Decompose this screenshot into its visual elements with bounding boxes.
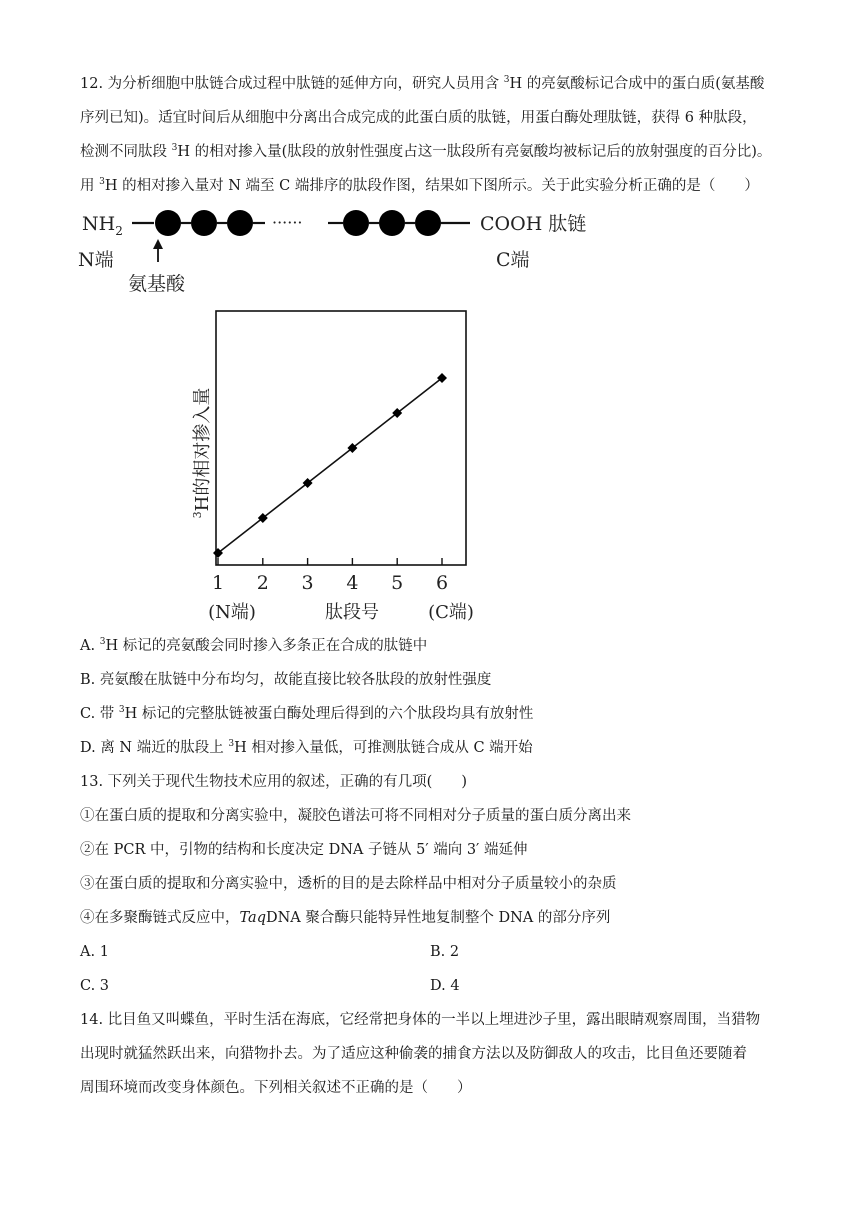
x-axis-label: 肽段号 — [325, 602, 379, 623]
n-end-label: N端 — [78, 249, 114, 271]
q14-line-1: 14. 比目鱼又叫蝶鱼，平时生活在海底，它经常把身体的一半以上埋进沙子里，露出眼睛观察周围，当猎物 — [80, 1012, 761, 1028]
q12-option-c[interactable]: C. 带 $^3$H 标记的完整肽链被蛋白酶处理后得到的六个肽段均具有放射性 — [80, 705, 534, 722]
q13-item-1: ①在蛋白质的提取和分离实验中，凝胶色谱法可将不同相对分子质量的蛋白质分离出来 — [80, 808, 631, 824]
q12-line-3: 检测不同肽段 $^3$H 的相对掺入量(肽段的放射性强度占这一肽段所有亮氨酸均被标记后的放射强度的百分比)。 — [80, 143, 772, 160]
incorporation-chart — [160, 305, 500, 635]
q12-option-b[interactable]: B. 亮氨酸在肽链中分布均匀，故能直接比较各肽段的放射性强度 — [80, 672, 492, 688]
q13-option-a[interactable]: A. 1 — [80, 944, 109, 960]
series-line — [218, 378, 442, 553]
q12-option-a[interactable]: A. $^3$H 标记的亮氨酸会同时掺入多条正在合成的肽链中 — [80, 637, 428, 654]
q12-line-1: 12. 为分析细胞中肽链合成过程中肽链的延伸方向，研究人员用含 $^3$H 的亮氨酸标记合成中的蛋白质(氨基酸 — [80, 75, 765, 92]
q13-option-c[interactable]: C. 3 — [80, 978, 110, 994]
q13-option-b[interactable]: B. 2 — [430, 944, 460, 960]
chart-frame — [216, 311, 466, 565]
amino-acid-ball — [379, 210, 405, 236]
amino-acid-ball — [343, 210, 369, 236]
q14-line-3: 周围环境而改变身体颜色。下列相关叙述不正确的是（ ） — [80, 1080, 472, 1096]
amino-acid-label: 氨基酸 — [128, 273, 186, 295]
q13-item-3: ③在蛋白质的提取和分离实验中，透析的目的是去除样品中相对分子质量较小的杂质 — [80, 876, 617, 892]
c-end-label: C端 — [496, 249, 530, 271]
amino-acid-ball — [191, 210, 217, 236]
q13-item-4: ④在多聚酶链式反应中，TaqDNA 聚合酶只能特异性地复制整个 DNA 的部分序列 — [80, 910, 611, 926]
c-end-axis-label: (C端) — [428, 602, 474, 623]
amino-acid-ball — [415, 210, 441, 236]
q12-line-4: 用 $^3$H 的相对掺入量对 N 端至 C 端排序的肽段作图，结果如下图所示。关于此实验分析正确的是（ ） — [80, 177, 759, 194]
q14-line-2: 出现时就猛然跃出来，向猎物扑去。为了适应这种偷袭的捕食方法以及防御敌人的攻击，比目鱼还要随着 — [80, 1046, 747, 1062]
q13-option-d[interactable]: D. 4 — [430, 978, 460, 994]
x-tick-label: 2 — [256, 572, 269, 594]
x-tick-label: 4 — [346, 572, 359, 594]
x-tick-label: 5 — [391, 572, 404, 594]
ellipsis-dots: ······ — [272, 213, 303, 232]
q12-line-2: 序列已知)。适宜时间后从细胞中分离出合成完成的此蛋白质的肽链，用蛋白酶处理肽链，获得 6 种肽段， — [80, 110, 757, 126]
n-end-axis-label: (N端) — [208, 602, 256, 623]
q12-option-d[interactable]: D. 离 N 端近的肽段上 $^3$H 相对掺入量低，可推测肽链合成从 C 端开始 — [80, 739, 533, 756]
q13-stem: 13. 下列关于现代生物技术应用的叙述，正确的有几项( ) — [80, 774, 467, 790]
cooh-label: COOH 肽链 — [480, 213, 587, 235]
x-tick-label: 1 — [211, 572, 225, 594]
q13-item-2: ②在 PCR 中，引物的结构和长度决定 DNA 子链从 5′ 端向 3′ 端延伸 — [80, 842, 528, 858]
x-tick-label: 3 — [301, 572, 314, 594]
y-axis-label: $^3$H的相对掺入量 — [191, 387, 213, 519]
arrow-up-icon — [153, 239, 163, 262]
x-tick-label: 6 — [435, 572, 449, 594]
peptide-chain-diagram — [70, 200, 630, 300]
amino-acid-ball — [227, 210, 253, 236]
amino-acid-ball — [155, 210, 181, 236]
nh2-label: $NH_2$ — [82, 213, 123, 238]
